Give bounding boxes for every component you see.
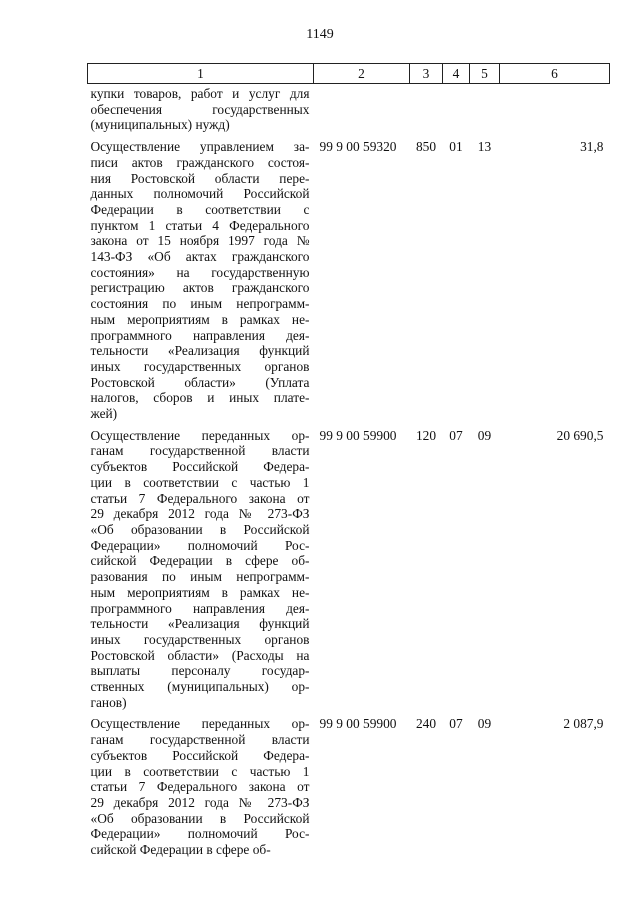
description-line: субъектов Российской Федера-: [90, 747, 310, 763]
amount-value: 2 087,9: [563, 716, 604, 732]
description-line: тельности «Реализация функций: [90, 616, 310, 632]
description-line: Федерации» полномочий Рос-: [90, 826, 310, 842]
column-header-6: 6: [500, 64, 610, 84]
description-line: ции в соответствии с частью 1: [90, 474, 310, 490]
description-line: выплаты персоналу государ-: [90, 663, 310, 679]
description-line: состояния» на государственную: [90, 264, 310, 280]
description-line: 29 декабря 2012 года № 273-ФЗ: [90, 506, 310, 522]
section-code: 07: [449, 427, 463, 443]
description-line: закона от 15 ноября 1997 года №: [90, 233, 310, 249]
row-description: [88, 714, 314, 861]
description-line: ганам государственной власти: [90, 443, 310, 459]
description-line: регистрацию актов гражданского: [90, 280, 310, 296]
description-line: состояния по иным непрограмм-: [90, 296, 310, 312]
column-header-3: 3: [410, 64, 443, 84]
description-line: «Об образовании в Российской: [90, 810, 310, 826]
description-line: субъектов Российской Федера-: [90, 459, 310, 475]
description-line: статьи 7 Федерального закона от: [90, 779, 310, 795]
description-line: иных государственных органов: [90, 358, 310, 374]
description-line: данных полномочий Российской: [90, 186, 310, 202]
budget-table: [87, 63, 610, 862]
expense-type-code: 240: [415, 716, 437, 732]
description-line: ным мероприятиям в рамках не-: [90, 584, 310, 600]
amount-value: 31,8: [580, 139, 604, 155]
description-line: иных государственных органов: [90, 631, 310, 647]
section-code: 01: [449, 139, 463, 155]
description-line: тельности «Реализация функций: [90, 343, 310, 359]
description-line: 143-ФЗ «Об актах гражданского: [90, 249, 310, 265]
column-header-1: 1: [88, 64, 314, 84]
description-line: сийской Федерации в сфере об-: [90, 842, 271, 858]
target-article-code: 99 9 00 59320: [319, 139, 397, 155]
description-line: обеспечения государственных: [90, 101, 310, 117]
description-line: писи актов гражданского состоя-: [90, 154, 310, 170]
subsection-code: 09: [477, 716, 492, 732]
column-header-5: 5: [470, 64, 500, 84]
table-row: [88, 426, 610, 715]
target-article-code: [314, 84, 410, 138]
description-line: ственных (муниципальных) ор-: [90, 679, 310, 695]
column-header-2: 2: [314, 64, 410, 84]
column-number-header-row: [88, 64, 610, 84]
description-line: ганам государственной власти: [90, 732, 310, 748]
subsection-code: 13: [477, 139, 492, 155]
description-line: программного направления дея-: [90, 600, 310, 616]
subsection-code: [470, 84, 500, 138]
table-row: [88, 84, 610, 138]
amount-value: 20 690,5: [556, 427, 604, 443]
description-line: ния Ростовской области пере-: [90, 170, 310, 186]
expense-type-code: 850: [415, 139, 437, 155]
description-line: пунктом 1 статьи 4 Федерального: [90, 217, 310, 233]
description-line: ным мероприятиям в рамках не-: [90, 311, 310, 327]
description-line: Федерации в соответствии с: [90, 201, 310, 217]
expense-type-code: 120: [415, 427, 437, 443]
row-description: [88, 426, 314, 715]
table-row: [88, 137, 610, 426]
page-number: 1149: [306, 27, 334, 42]
description-line: сийской Федерации в сфере об-: [90, 553, 310, 569]
description-line: налогов, сборов и иных плате-: [90, 390, 310, 406]
description-line: статьи 7 Федерального закона от: [90, 490, 310, 506]
description-line: ции в соответствии с частью 1: [90, 763, 310, 779]
section-code: 07: [449, 716, 463, 732]
table-row: [88, 714, 610, 861]
description-line: Осуществление переданных ор-: [90, 427, 310, 443]
description-line: ганов): [90, 694, 127, 710]
section-code: [443, 84, 470, 138]
description-line: купки товаров, работ и услуг для: [90, 86, 310, 101]
expense-type-code: [410, 84, 443, 138]
subsection-code: 09: [477, 427, 492, 443]
description-line: Ростовской области» (Расходы на: [90, 647, 310, 663]
target-article-code: 99 9 00 59900: [319, 427, 397, 443]
row-description: [88, 84, 314, 138]
amount-value: [500, 84, 610, 138]
description-line: Осуществление управлением за-: [90, 139, 310, 155]
row-description: [88, 137, 314, 426]
description-line: Ростовской области» (Уплата: [90, 374, 310, 390]
description-line: Осуществление переданных ор-: [90, 716, 310, 732]
target-article-code: 99 9 00 59900: [319, 716, 397, 732]
description-line: Федерации» полномочий Рос-: [90, 537, 310, 553]
description-line: 29 декабря 2012 года № 273-ФЗ: [90, 794, 310, 810]
description-line: (муниципальных) нужд): [90, 117, 230, 133]
description-line: «Об образовании в Российской: [90, 521, 310, 537]
column-header-4: 4: [443, 64, 470, 84]
description-line: жей): [90, 406, 118, 422]
description-line: разования по иным непрограмм-: [90, 569, 310, 585]
description-line: программного направления дея-: [90, 327, 310, 343]
